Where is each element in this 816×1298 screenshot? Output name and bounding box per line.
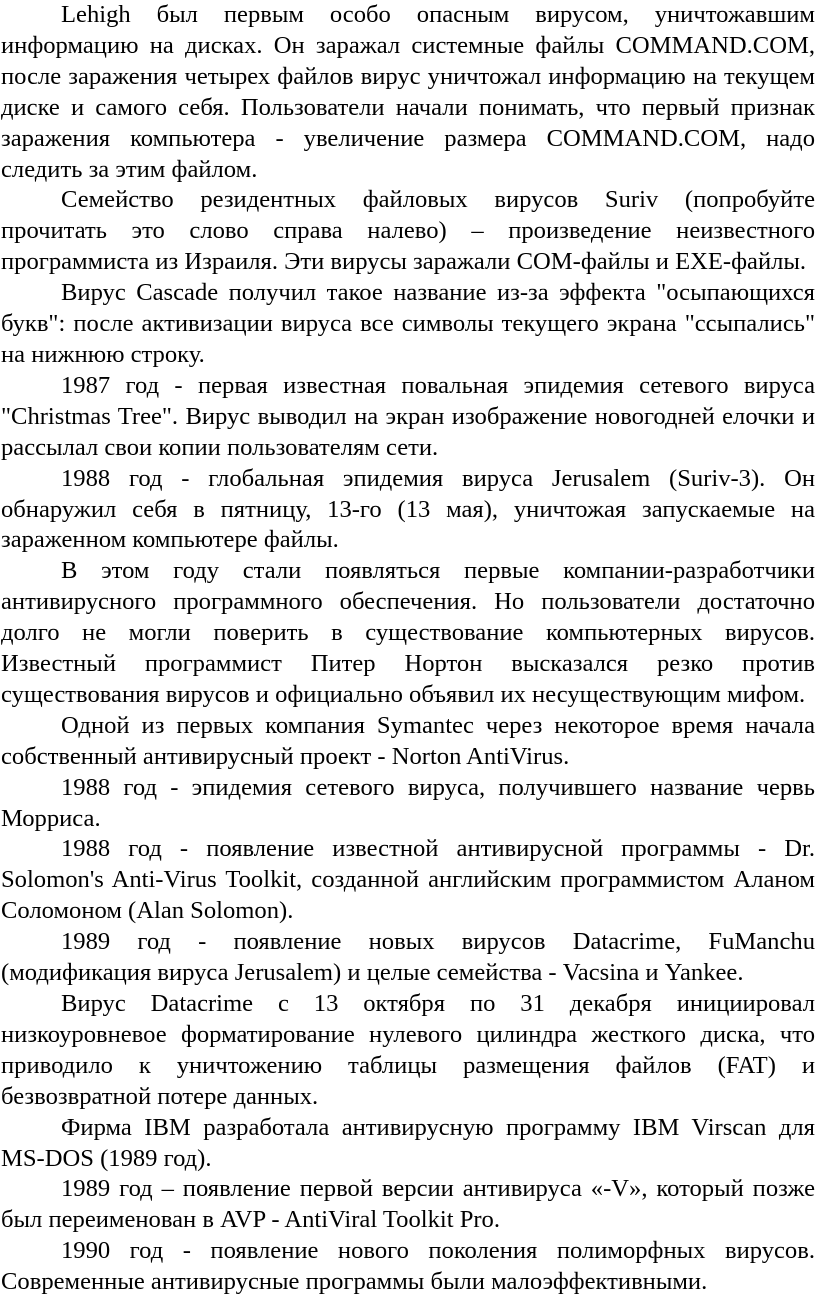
paragraph-datacrime-fumanchu: 1989 год - появление новых вирусов Datacrime, FuManchu (модификация вируса Jerusalem) и целые семейства - Vacsina и Yankee. bbox=[1, 928, 815, 987]
document-page bbox=[1, 0, 815, 1298]
paragraph-datacrime-effect: Вирус Datacrime с 13 октября по 31 декабря инициировал низкоуровневое форматирование нулевого цилиндра жесткого диска, что приводило к уничтожению таблицы размещения файлов (FAT) и безвозвратной потере данных. bbox=[1, 990, 815, 1110]
paragraph-cascade: Вирус Cascade получил такое название из-за эффекта "осыпающихся букв": после активизации вируса все символы текущего экрана "ссыпались" на нижнюю строку. bbox=[1, 279, 815, 368]
paragraph-christmas-tree: 1987 год - первая известная повальная эпидемия сетевого вируса "Christmas Tree". Вирус выводил на экран изображение новогодней елочки и рассылал свои копии пользователям сети. bbox=[1, 371, 815, 461]
paragraph-suriv: Семейство резидентных файловых вирусов Suriv (попробуйте прочитать это слово справа налево) – произведение неизвестного программиста из Израиля. Эти вирусы заражали COM-файлы и EXE-файлы. bbox=[1, 186, 815, 276]
paragraph-ibm-virscan: Фирма IBM разработала антивирусную программу IBM Virscan для MS-DOS (1989 год). bbox=[1, 1113, 815, 1172]
paragraph-symantec: Одной из первых компания Symantec через некоторое время начала собственный антивирусный проект - Norton AntiVirus. bbox=[1, 711, 815, 770]
paragraph-lehigh: Lehigh был первым особо опасным вирусом, уничтожавшим информацию на дисках. Он заражал системные файлы COMMAND.COM, после заражения четырех файлов вирус уничтожал информацию на текущем диске и самого себя. Пользователи начали понимать, что первый признак заражения компьютера - увеличение размера COMMAND.COM, надо следить за этим файлом. bbox=[1, 1, 815, 183]
paragraph-antivirus-companies: В этом году стали появляться первые компании-разработчики антивирусного программного обеспечения. Но пользователи достаточно долго не могли поверить в существование компьютерных вирусов. Известный программист Питер Нортон высказался резко против существования вирусов и официально объявил их несуществующим мифом. bbox=[1, 557, 815, 708]
paragraph-polymorphic: 1990 год - появление нового поколения полиморфных вирусов. Современные антивирусные программы были малоэффективными. bbox=[1, 1237, 815, 1296]
paragraph-jerusalem: 1988 год - глобальная эпидемия вируса Jerusalem (Suriv-3). Он обнаружил себя в пятницу, 13-го (13 мая), уничтожая запускаемые на зараженном компьютере файлы. bbox=[1, 464, 815, 554]
paragraph-avp: 1989 год – появление первой версии антивируса «-V», который позже был переименован в AVP - AntiViral Toolkit Pro. bbox=[1, 1175, 815, 1234]
paragraph-morris-worm: 1988 год - эпидемия сетевого вируса, получившего название червь Морриса. bbox=[1, 773, 815, 832]
paragraph-dr-solomon: 1988 год - появление известной антивирусной программы - Dr. Solomon's Anti-Virus Toolkit, созданной английским программистом Аланом Соломоном (Alan Solomon). bbox=[1, 835, 815, 925]
